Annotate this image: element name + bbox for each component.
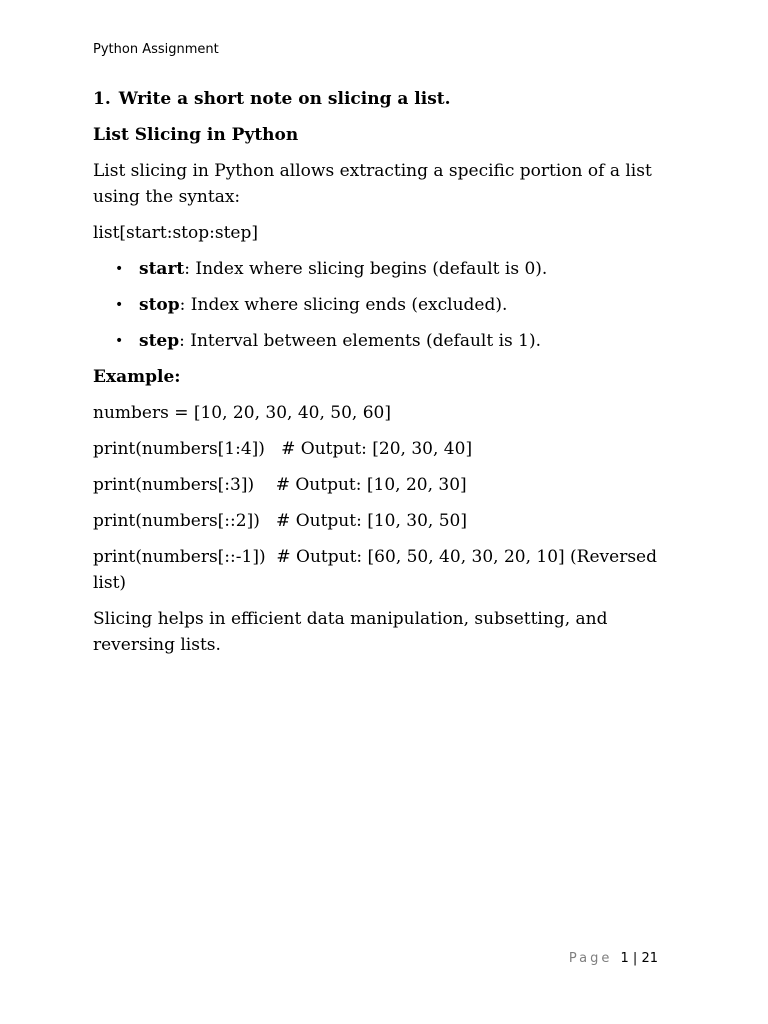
- list-item: [93, 256, 673, 282]
- page-label: Page: [568, 951, 613, 966]
- page-footer: [569, 951, 658, 966]
- intro-paragraph: List slicing in Python allows extracting a specific portion of a list using the syntax:: [93, 161, 652, 207]
- question-number: 1.: [93, 89, 111, 109]
- term-label: stop: [139, 295, 180, 315]
- syntax-line: list[start:stop:step]: [93, 223, 258, 243]
- total-pages: 21: [641, 951, 658, 966]
- example-label: Example:: [93, 367, 181, 387]
- current-page-number: 1: [620, 951, 629, 966]
- bullet-icon: •: [115, 297, 124, 313]
- parameter-list: [93, 256, 673, 354]
- code-line: print(numbers[::2]) # Output: [10, 30, 50]: [93, 511, 467, 531]
- section-heading: List Slicing in Python: [93, 125, 299, 145]
- code-line: numbers = [10, 20, 30, 40, 50, 60]: [93, 403, 391, 423]
- page-header: Python Assignment: [93, 42, 219, 57]
- code-line: print(numbers[1:4]) # Output: [20, 30, 40]: [93, 439, 473, 459]
- term-label: step: [139, 331, 180, 351]
- term-description: : Index where slicing ends (excluded).: [179, 295, 508, 315]
- conclusion-paragraph: Slicing helps in efficient data manipulation, subsetting, and reversing lists.: [93, 609, 608, 655]
- page-separator: |: [632, 951, 638, 966]
- list-item: [93, 328, 673, 354]
- question-title: [93, 86, 673, 112]
- code-line: print(numbers[::-1]) # Output: [60, 50, 40, 30, 20, 10] (Reversed list): [93, 547, 663, 593]
- list-item: [93, 292, 673, 318]
- term-description: : Index where slicing begins (default is 0).: [184, 259, 548, 279]
- question-text: Write a short note on slicing a list.: [118, 89, 451, 109]
- page-content: [93, 86, 673, 668]
- term-label: start: [139, 259, 185, 279]
- bullet-icon: •: [115, 333, 124, 349]
- bullet-icon: •: [115, 261, 124, 277]
- term-description: : Interval between elements (default is 1).: [179, 331, 542, 351]
- code-line: print(numbers[:3]) # Output: [10, 20, 30]: [93, 475, 467, 495]
